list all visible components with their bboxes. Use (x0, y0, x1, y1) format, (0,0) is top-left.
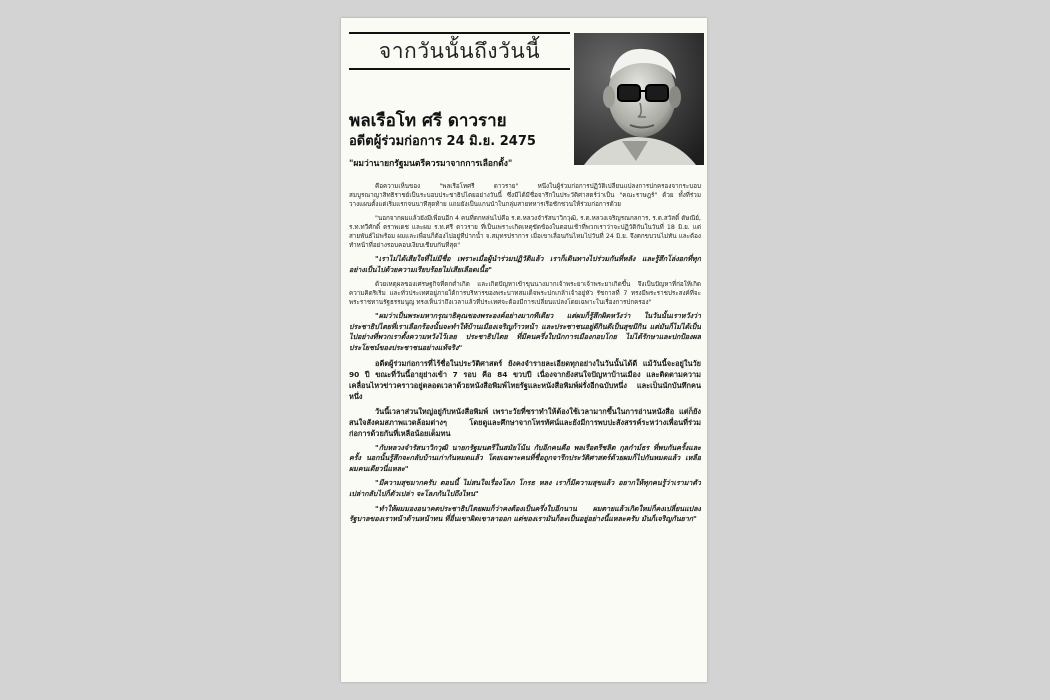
article-paragraph: ด้วยเหตุผลของเศรษฐกิจที่ตกต่ำเกิด และเกิดปัญหาเข้าขุนนางมากเจ้าพระยาเจ้าพระยาเกิดขึ้น จึงเป็นปัญหาที่ก่อให้เกิดความคิดริเริ่ม และทั่วประเทศอยู่ภายใต้การบริหารของพระบาทสมเด็จพระปกเกล้าเจ้าอยู่หัว รัชกาลที่ 7 ทรงมีพระราชประสงค์ที่จะพระราชทานรัฐธรรมนูญ ทรงเห็นว่าถึงเวลาแล้วที่ประเทศจะต้องมีการเปลี่ยนแปลงโดยเฉพาะในเรื่องการปกครอง" (349, 280, 701, 307)
article-paragraph: "นอกจากผมแล้วยังมีเพื่อนอีก 4 คนที่ตกหล่นไปคือ ร.ต.หลวงจำรัสนาวิกวุฒิ, ร.ต.หลวงเจริญรณกลการ, ร.ต.สวัสดิ์ ดัษณีย์, ร.ท.ทวีศักดิ์ ตราพเดช และผม ร.ท.ศรี ดาวราย ที่เป็นเพราะเกิดเหตุขัดข้องในตอนเช้าที่พวกเราว่าจะปฏิวัติกันในวันที่ 18 มิ.ย. แต่สายพันธ์ไม่พร้อม ผมและเพื่อนก็ต้องไปอยู่ที่ปากน้ำ จ.สมุทรปราการ เมื่อเขาเลื่อนกันไหมไปวันที่ 24 มิ.ย. จึงตกขบวนไม่ทัน และต้องทำหน้าที่อย่างรอบคอบเงียบเชียบกันที่สุด" (349, 214, 701, 250)
column-title: จากวันนั้นถึงวันนี้ (378, 39, 541, 63)
article-paragraph: คือความเห็นของ "พลเรือโทศรี ดาวราย" หนึ่งในผู้ร่วมก่อการปฏิวัติเปลี่ยนแปลงการปกครองจากระบอบสมบูรณาญาสิทธิราชย์เป็นระบอบประชาธิปไตยอย่างวันนี้ ซึ่งมีได้มีชื่อจารึกในประวัติศาสตร์ว่าเป็น "คณะราษฎร์" ด้วย ทั้งที่ร่วมวางแผนตั้งแต่เริ่มแรกจนนาทีสุดท้าย แถมยังเป็นแกนนำในกลุ่มสายทหารเรือชักชวนให้ร่วมก่อการด้วย (349, 183, 701, 209)
portrait-illustration (574, 33, 704, 165)
newspaper-clipping (341, 18, 707, 682)
headline-quote: "ผมว่านายกรัฐมนตรีควรมาจากการเลือกตั้ง" (349, 159, 513, 169)
article-paragraph: อดีตผู้ร่วมก่อการที่ไร้ชื่อในประวัติศาสตร์ ยังคงจำรายละเอียดทุกอย่างในวันนั้นได้ดี แม้วันนี้จะอยู่ในวัย 90 ปี ขณะที่วันนี้อายุย่างเข้า 7 รอบ คือ 84 ขวบปี เนื่องจากยังสนใจปัญหาบ้านเมือง และติดตามความเคลื่อนไหวข่าวคราวอยู่ตลอดเวลาด้วยหนังสือพิมพ์ไทยรัฐและหนังสือพิมพ์ฝรั่งอีกฉบับหนึ่ง และเป็นนักบันทึกคนหนึ่ง (349, 358, 701, 401)
headline-subtitle: อดีตผู้ร่วมก่อการ 24 มิ.ย. 2475 (349, 134, 536, 149)
article-paragraph: "ทำให้ผมมองอนาคตประชาธิปไตยผมก็ว่าคงต้องเป็นครึ่งใบอีกนาน ผมตายแล้วเกิดใหม่ก็คงเปลี่ยนแปลง รัฐบาลของเราหน้าด้านหน้าทน ที่อื่นเขาผิดเขาลาออก แต่ของเรามันก็ละเป็นอยู่อย่างนี้แหละครับ มันก็เจริญกันยาก" (349, 503, 701, 524)
article-paragraph: "เราไม่ได้เสียใจที่ไม่มีชื่อ เพราะเมื่อผู้นำร่วมปฏิวัติแล้ว เราก็เดินทางไปร่วมกันที่หลัง และรู้สึกโล่งอกที่ทุกอย่างเป็นไปด้วยความเรียบร้อยไม่เสียเลือดเนื้อ" (349, 254, 701, 275)
article-paragraph: "ผมว่าเป็นพระมหากรุณาธิคุณของพระองค์อย่างมากทีเดียว แต่ผมก็รู้สึกผิดหวังว่า ในวันนั้นเราหวังว่าประชาธิปไตยที่เราเลือกร้องนั้นจะทำให้บ้านเมืองเจริญก้าวหน้า และประชาชนอยู่ดีกินดีเป็นสุขมีกิน แต่มันก็ไม่ได้เป็นไปอย่างที่พวกเราตั้งความหวังไว้เลย ประชาธิปไตย ที่มีคนครึ่งใบนักการเมืองกอบโกย ไม่ได้รักษาและปกป้องผลประโยชน์ของประชาชนอย่างแท้จริง" (349, 311, 701, 352)
title-rule-bottom (349, 68, 570, 70)
portrait-photo (574, 33, 704, 165)
article-paragraph: "กับหลวงจำรัสนาวิกวุฒิ นายกรัฐมนตรีในสมัยโน้น กับอีกคนคือ พลเรือตรีชลิต กุลกำม์ธร ที่พบกันครั้งและครั้ง นอกนั้นรู้สึกจะกลับบ้านเก่ากันหมดแล้ว โดยเฉพาะคนที่ชื่อถูกจารึกประวัติศาสตร์ด้วยผมก็ไปกันหมดแล้ว เหลือผมคนเดียวนี่แหละ" (349, 442, 701, 473)
article-paragraph: วันนี้เวลาส่วนใหญ่อยู่กับหนังสือพิมพ์ เพราะวัยที่ชราทำให้ต้องใช้เวลามากขึ้นในการอ่านหนังสือ แต่ก็ยังสนใจสังคมสภาพแวดล้อมต่างๆ โดยดูและศึกษาจากโทรทัศน์และยังมีการพบปะสังสรรค์ระหว่างเพื่อนที่ร่วมก่อการด้วยกันที่เหลือน้อยเต็มทน (349, 406, 701, 438)
headline-name: พลเรือโท ศรี ดาวราย (349, 111, 507, 131)
article-paragraph: "มีความสุขมากครับ ตอนนี้ ไม่สนใจเรื่องโลภ โกรธ หลง เราก็มีความสุขแล้ว อยากให้ทุกคนรู้ว่าเรามาตัวเปล่ากลับไปก็ตัวเปล่า จะโลภกันไปถึงไหน" (349, 478, 701, 498)
article-body (349, 182, 701, 677)
